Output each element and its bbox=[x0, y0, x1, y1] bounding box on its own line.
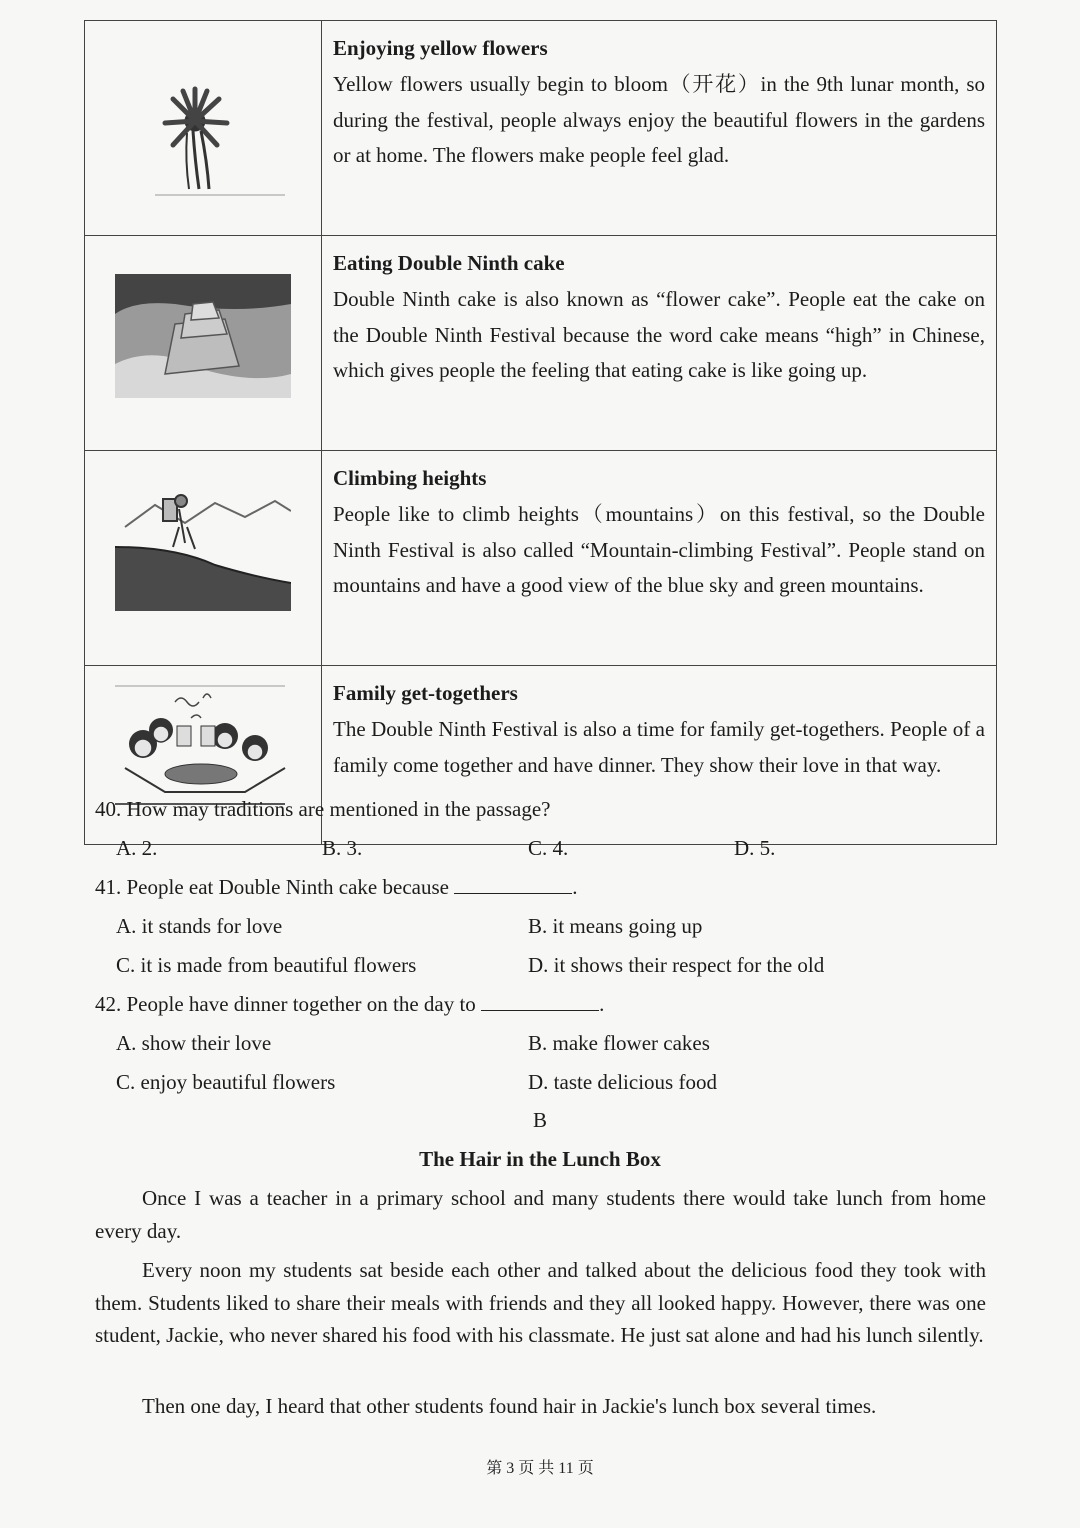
story-title: The Hair in the Lunch Box bbox=[419, 1147, 661, 1171]
option-d: D. it shows their respect for the old bbox=[528, 953, 825, 977]
option-b: B. it means going up bbox=[528, 914, 703, 938]
image-cell bbox=[85, 236, 322, 451]
option-a: A. it stands for love bbox=[116, 914, 283, 938]
option-c: C. 4. bbox=[528, 836, 569, 860]
option-b: B. 3. bbox=[322, 836, 363, 860]
option-a: A. show their love bbox=[116, 1031, 272, 1055]
tradition-body: The Double Ninth Festival is also a time for family get-togethers. People of a family come together and have dinner. They show their love in that way. bbox=[333, 717, 985, 777]
tradition-title: Enjoying yellow flowers bbox=[333, 36, 548, 60]
option-b: B. make flower cakes bbox=[528, 1031, 710, 1055]
tradition-title: Eating Double Ninth cake bbox=[333, 251, 565, 275]
tradition-title: Family get-togethers bbox=[333, 681, 518, 705]
flower-icon bbox=[115, 61, 291, 201]
image-cell bbox=[85, 451, 322, 666]
question-stem: 42. People have dinner together on the day to bbox=[95, 992, 482, 1016]
section-letter: B bbox=[532, 1108, 547, 1132]
option-c: C. enjoy beautiful flowers bbox=[116, 1070, 336, 1094]
tradition-body: Yellow flowers usually begin to bloom（开花）in the 9th lunar month, so during the festival, people always enjoy the beautiful flowers in the gardens or at home. The flowers make people feel glad. bbox=[333, 72, 985, 167]
question-41 bbox=[95, 873, 577, 901]
story-paragraph: Then one day, I heard that other students found hair in Jackie's lunch box several times. bbox=[142, 1394, 877, 1418]
tradition-body: People like to climb heights（mountains）on this festival, so the Double Ninth Festival is also called “Mountain-climbing Festival”. People stand on mountains and have a good view of the blue sky and green mountains. bbox=[333, 502, 985, 597]
question-stem-end: . bbox=[572, 875, 578, 899]
tradition-body: Double Ninth cake is also known as “flower cake”. People eat the cake on the Double Ninth Festival because the word cake means “high” in Chinese, which gives people the feeling that eating cake is like going up. bbox=[333, 287, 985, 382]
question-stem-end: . bbox=[599, 992, 605, 1016]
option-c: C. it is made from beautiful flowers bbox=[116, 953, 417, 977]
table-row bbox=[85, 236, 997, 451]
image-cell bbox=[85, 21, 322, 236]
answer-blank bbox=[454, 873, 572, 894]
table-row bbox=[85, 451, 997, 666]
page-number: 第 3 页 共 11 页 bbox=[486, 1460, 594, 1477]
option-a: A. 2. bbox=[116, 836, 158, 860]
question-42 bbox=[95, 990, 604, 1018]
tradition-text-cell bbox=[322, 451, 997, 666]
question-40: 40. How may traditions are mentioned in the passage? bbox=[95, 797, 551, 821]
question-stem: 41. People eat Double Ninth cake because bbox=[95, 875, 455, 899]
mountain-climber-icon bbox=[115, 487, 291, 611]
story-paragraph: Every noon my students sat beside each other and talked about the delicious food they took with them. Students liked to share their meals with friends and they all looked happy. However, there was one student, Jackie, who never shared his food with his classmate. He just sat alone and had his lunch silently. bbox=[95, 1258, 986, 1347]
tradition-text-cell bbox=[322, 21, 997, 236]
tradition-title: Climbing heights bbox=[333, 466, 487, 490]
option-d: D. 5. bbox=[734, 836, 776, 860]
cake-icon bbox=[115, 274, 291, 398]
table-row bbox=[85, 21, 997, 236]
story-paragraph: Once I was a teacher in a primary school and many students there would take lunch from home every day. bbox=[95, 1186, 986, 1243]
option-d: D. taste delicious food bbox=[528, 1070, 717, 1094]
family-dinner-icon bbox=[115, 682, 291, 810]
tradition-text-cell bbox=[322, 236, 997, 451]
traditions-table bbox=[84, 20, 997, 845]
answer-blank bbox=[481, 990, 599, 1011]
